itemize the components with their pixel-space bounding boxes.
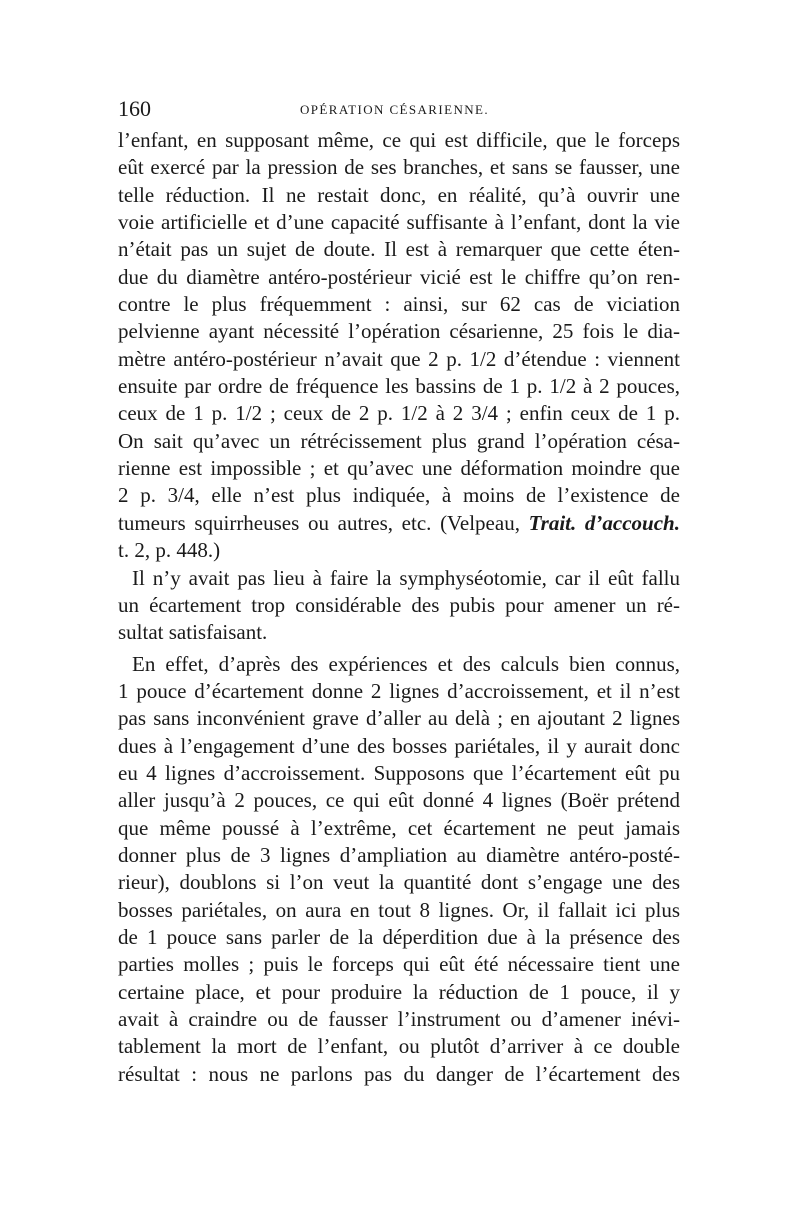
text-line: un écartement trop considérable des pubis pour amener un ré- [118,592,680,617]
text-line: résultat : nous ne parlons pas du danger de l’écartement des [118,1061,680,1086]
text-line: sultat satisfaisant. [118,620,268,645]
body-text [118,127,680,1088]
running-head: OPÉRATION CÉSARIENNE. [300,102,490,117]
text-line: de 1 pouce sans parler de la déperdition due à la présence des [118,924,680,949]
text-line: t. 2, p. 448.) [118,538,221,563]
text-line: dues à l’engagement d’une des bosses pariétales, il y aurait donc [118,733,680,758]
text-line: avait à craindre ou de fausser l’instrument ou d’amener inévi- [118,1007,680,1031]
text-line: n’était pas un sujet de doute. Il est à remarquer que cette éten- [118,237,680,262]
text-line: eût exercé par la pression de ses branches, et sans se fausser, une [118,155,680,180]
text-line: contre le plus fréquemment : ainsi, sur 62 cas de viciation [118,292,680,317]
text-line: 2 p. 3/4, elle n’est plus indiquée, à moins de l’existence de [118,483,680,508]
page-number: 160 [118,96,151,121]
text-line: eu 4 lignes d’accroissement. Supposons que l’écartement eût pu [118,760,680,785]
text-line: rieur), doublons si l’on veut la quantité dont s’engage une des [118,870,680,895]
text-line: ceux de 1 p. 1/2 ; ceux de 2 p. 1/2 à 2 3/4 ; enfin ceux de 1 p. [118,401,680,426]
text-line: pelvienne ayant nécessité l’opération césarienne, 25 fois le dia- [118,319,680,344]
page-header [118,96,688,122]
text-line: mètre antéro-postérieur n’avait que 2 p. 1/2 d’étendue : viennent [118,346,680,371]
text-line: parties molles ; puis le forceps qui eût été nécessaire tient une [118,952,680,977]
text-line: rienne est impossible ; et qu’avec une déformation moindre que [118,456,680,481]
text-line: aller jusqu’à 2 pouces, ce qui eût donné 4 lignes (Boër prétend [118,788,680,813]
text-line: donner plus de 3 lignes d’ampliation au diamètre antéro-posté- [118,842,680,867]
text-line: l’enfant, en supposant même, ce qui est difficile, que le forceps [118,128,680,152]
text-line: 1 pouce d’écartement donne 2 lignes d’accroissement, et il n’est [118,678,680,703]
text-line: ensuite par ordre de fréquence les bassins de 1 p. 1/2 à 2 pouces, [118,374,680,399]
reference-line [118,510,680,537]
text-line: bosses pariétales, on aura en tout 8 lignes. Or, il fallait ici plus [118,897,680,922]
text-line: En effet, d’après des expériences et des calculs bien connus, [132,651,680,676]
text-line: due du diamètre antéro-postérieur vicié est le chiffre qu’on ren- [118,264,680,289]
reference-title: Trait. d’accouch. [528,510,680,535]
reference-text: tumeurs squirrheuses ou autres, etc. (Velpeau, [118,510,529,535]
text-line: tablement la mort de l’enfant, ou plutôt d’arriver à ce double [118,1034,680,1059]
text-line: On sait qu’avec un rétrécissement plus grand l’opération césa- [118,428,680,453]
text-line: Il n’y avait pas lieu à faire la symphyséotomie, car il eût fallu [132,565,680,590]
text-line: certaine place, et pour produire la réduction de 1 pouce, il y [118,979,680,1004]
text-line: que même poussé à l’extrême, cet écartement ne peut jamais [118,815,680,840]
text-line: pas sans inconvénient grave d’aller au delà ; en ajoutant 2 lignes [118,706,680,731]
text-line: telle réduction. Il ne restait donc, en réalité, qu’à ouvrir une [118,182,680,207]
text-line: voie artificielle et d’une capacité suffisante à l’enfant, dont la vie [118,210,680,235]
